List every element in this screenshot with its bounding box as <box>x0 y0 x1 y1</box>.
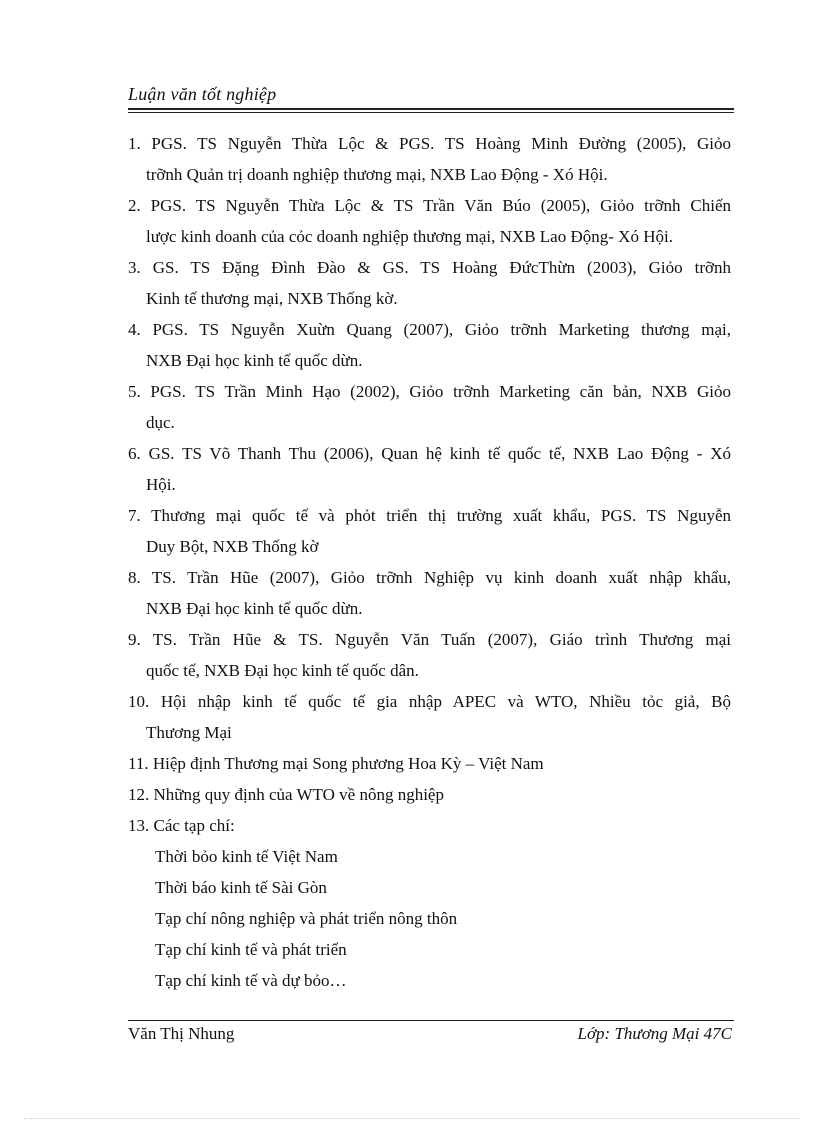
reference-item <box>128 748 731 779</box>
journal-item: Thời báo kinh tế Sài Gòn <box>155 878 327 897</box>
header-rule-thick <box>128 108 734 110</box>
reference-line: 9. TS. Trần Hũe & TS. Nguyễn Văn Tuấn (2007), Giáo trình Thương mại <box>128 630 731 649</box>
reference-line: trỡnh Quản trị doanh nghiệp thương mại, NXB Lao Động - Xó Hội. <box>146 165 608 184</box>
journal-item: Thời bỏo kinh tế Việt Nam <box>155 847 338 866</box>
footer-class: Lớp: Thương Mại 47C <box>577 1024 732 1043</box>
reference-line: quốc tế, NXB Đại học kinh tế quốc dân. <box>146 661 419 680</box>
reference-line: NXB Đại học kinh tế quốc dừn. <box>146 599 363 618</box>
reference-item <box>128 438 731 500</box>
footer-author: Văn Thị Nhung <box>128 1024 235 1043</box>
reference-line: 11. Hiệp định Thương mại Song phương Hoa Kỳ – Việt Nam <box>128 754 544 773</box>
reference-line: lược kinh doanh của cỏc doanh nghiệp thương mại, NXB Lao Động- Xó Hội. <box>146 227 673 246</box>
reference-item <box>128 314 731 376</box>
reference-line: Thương Mại <box>146 723 232 742</box>
page-edge-divider <box>24 1118 800 1119</box>
reference-list <box>128 128 731 996</box>
journal-item: Tạp chí kinh tế và phát triển <box>155 940 347 959</box>
reference-line: Kinh tế thương mại, NXB Thống kờ. <box>146 289 398 308</box>
reference-item <box>128 500 731 562</box>
reference-line: 2. PGS. TS Nguyễn Thừa Lộc & TS Trần Văn Búo (2005), Giỏo trỡnh Chiến <box>128 196 731 215</box>
reference-item <box>128 810 731 996</box>
reference-item <box>128 562 731 624</box>
reference-item <box>128 190 731 252</box>
reference-item <box>128 376 731 438</box>
reference-line: 4. PGS. TS Nguyễn Xuừn Quang (2007), Giỏo trỡnh Marketing thương mại, <box>128 320 731 339</box>
reference-line: 10. Hội nhập kinh tế quốc tế gia nhập APEC và WTO, Nhiều tỏc giả, Bộ <box>128 692 731 711</box>
reference-line: 8. TS. Trần Hũe (2007), Giỏo trỡnh Nghiệp vụ kinh doanh xuất nhập khẩu, <box>128 568 731 587</box>
reference-line: 6. GS. TS Võ Thanh Thu (2006), Quan hệ kinh tế quốc tế, NXB Lao Động - Xó <box>128 444 731 463</box>
reference-line: 1. PGS. TS Nguyễn Thừa Lộc & PGS. TS Hoàng Minh Đường (2005), Giỏo <box>128 134 731 153</box>
footer-rule <box>128 1020 734 1021</box>
reference-item <box>128 686 731 748</box>
journal-item: Tạp chí nông nghiệp và phát triển nông thôn <box>155 909 458 928</box>
reference-line: dục. <box>146 413 175 432</box>
reference-line: 12. Những quy định của WTO về nông nghiệp <box>128 785 444 804</box>
reference-line: Hội. <box>146 475 176 494</box>
reference-line: 3. GS. TS Đặng Đình Đào & GS. TS Hoàng ĐứcThừn (2003), Giỏo trỡnh <box>128 258 731 277</box>
reference-item <box>128 252 731 314</box>
reference-line: NXB Đại học kinh tế quốc dừn. <box>146 351 363 370</box>
reference-line: Duy Bột, NXB Thống kờ <box>146 537 319 556</box>
header-rule-thin <box>128 112 734 113</box>
reference-item <box>128 779 731 810</box>
header-title: Luận văn tốt nghiệp <box>128 84 277 104</box>
reference-line: 13. Các tạp chí: <box>128 816 235 835</box>
reference-item <box>128 128 731 190</box>
reference-item <box>128 624 731 686</box>
reference-line: 5. PGS. TS Trần Minh Hạo (2002), Giỏo trỡnh Marketing căn bản, NXB Giỏo <box>128 382 731 401</box>
reference-line: 7. Thương mại quốc tế và phỏt triển thị trường xuất khẩu, PGS. TS Nguyễn <box>128 506 731 525</box>
journal-item: Tạp chí kinh tế và dự bỏo… <box>155 971 347 990</box>
